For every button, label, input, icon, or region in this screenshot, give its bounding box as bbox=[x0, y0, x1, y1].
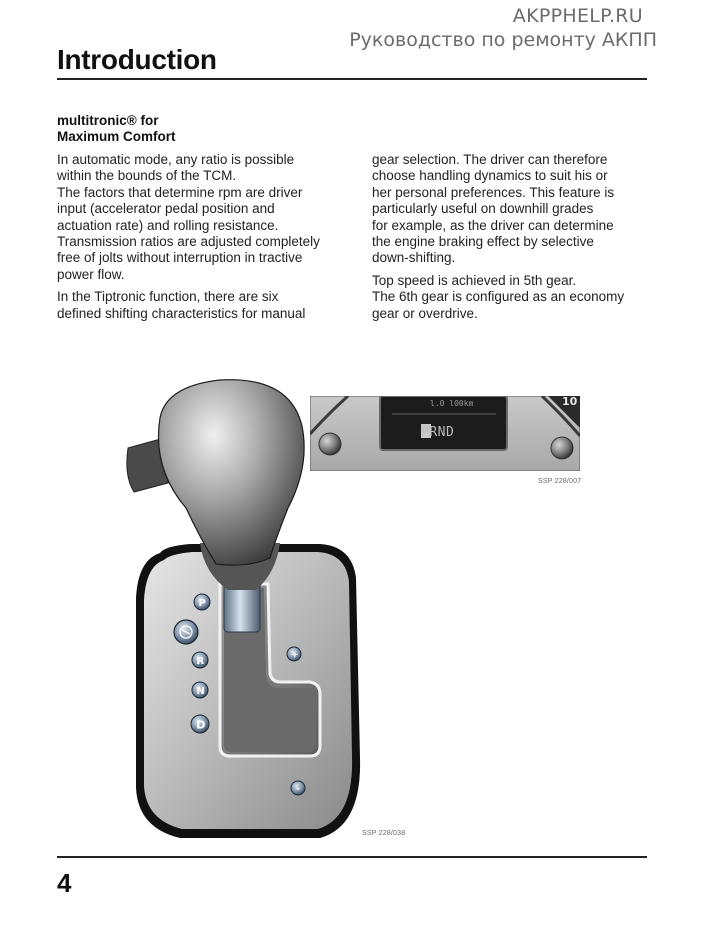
left-paragraph-2 bbox=[57, 289, 342, 322]
minus-label: - bbox=[296, 784, 300, 795]
right-paragraph-2 bbox=[372, 273, 657, 322]
gear-label-d: D bbox=[196, 718, 206, 732]
gear-shifter-figure bbox=[120, 368, 370, 848]
bottom-divider bbox=[57, 856, 647, 858]
figure-caption-shifter: SSP 228/038 bbox=[362, 830, 406, 837]
top-divider bbox=[57, 78, 647, 80]
gear-p-indicator bbox=[194, 594, 210, 610]
gear-d-indicator bbox=[191, 715, 209, 733]
text-line: In the Tiptronic function, there are six bbox=[57, 289, 279, 305]
text-line: input (accelerator pedal position and bbox=[57, 201, 275, 217]
figure-caption-cluster: SSP 228/007 bbox=[538, 478, 582, 485]
text-line: for example, as the driver can determine bbox=[372, 217, 614, 233]
text-line: her personal preferences. This feature is bbox=[372, 184, 615, 200]
page-title: Introduction bbox=[57, 44, 217, 75]
watermark bbox=[349, 4, 657, 52]
display-gears: PRND bbox=[421, 425, 455, 440]
text-line: the engine braking effect by selective bbox=[372, 234, 594, 250]
left-paragraph-1 bbox=[57, 152, 342, 283]
text-line: choose handling dynamics to suit his or bbox=[372, 168, 608, 184]
text-line: particularly useful on downhill grades bbox=[372, 201, 594, 217]
gear-n-indicator bbox=[192, 682, 208, 698]
text-line: within the bounds of the TCM. bbox=[57, 168, 237, 184]
right-knob bbox=[551, 437, 573, 459]
gear-label-n: N bbox=[196, 686, 205, 697]
text-line: The factors that determine rpm are driver bbox=[57, 184, 303, 200]
text-line: Transmission ratios are adjusted completely bbox=[57, 234, 320, 250]
right-column bbox=[372, 152, 657, 328]
tiptronic-plus-indicator bbox=[287, 647, 301, 661]
sport-mode-button bbox=[174, 620, 198, 644]
tiptronic-minus-indicator bbox=[291, 781, 305, 795]
left-column bbox=[57, 152, 342, 328]
text-line: power flow. bbox=[57, 266, 125, 282]
section-heading: multitronic® for Maximum Comfort bbox=[57, 113, 176, 144]
page-number: 4 bbox=[57, 868, 72, 898]
text-line: actuation rate) and rolling resistance. bbox=[57, 217, 279, 233]
text-line: In automatic mode, any ratio is possible bbox=[57, 152, 295, 167]
display-top-text: l.0 l00km bbox=[430, 399, 474, 408]
text-line: Top speed is achieved in 5th gear. bbox=[372, 272, 577, 288]
gear-r-indicator bbox=[192, 652, 208, 668]
text-line: down-shifting. bbox=[372, 250, 456, 266]
text-line: defined shifting characteristics for manual bbox=[57, 305, 306, 321]
text-line: The 6th gear is configured as an economy bbox=[372, 289, 625, 305]
watermark-subtitle: Руководство по ремонту АКПП bbox=[349, 29, 657, 51]
gear-label-r: R bbox=[196, 656, 205, 667]
right-paragraph-1 bbox=[372, 152, 657, 267]
shifter-knob bbox=[158, 380, 304, 565]
gauge-digit: 10 bbox=[562, 396, 578, 408]
gear-label-p: P bbox=[198, 598, 206, 609]
text-line: gear or overdrive. bbox=[372, 305, 478, 321]
plus-label: + bbox=[291, 650, 299, 661]
text-line: gear selection. The driver can therefore bbox=[372, 152, 608, 167]
text-line: free of jolts without interruption in tractive bbox=[57, 250, 303, 266]
watermark-site: AKPPHELP.RU bbox=[512, 5, 643, 27]
